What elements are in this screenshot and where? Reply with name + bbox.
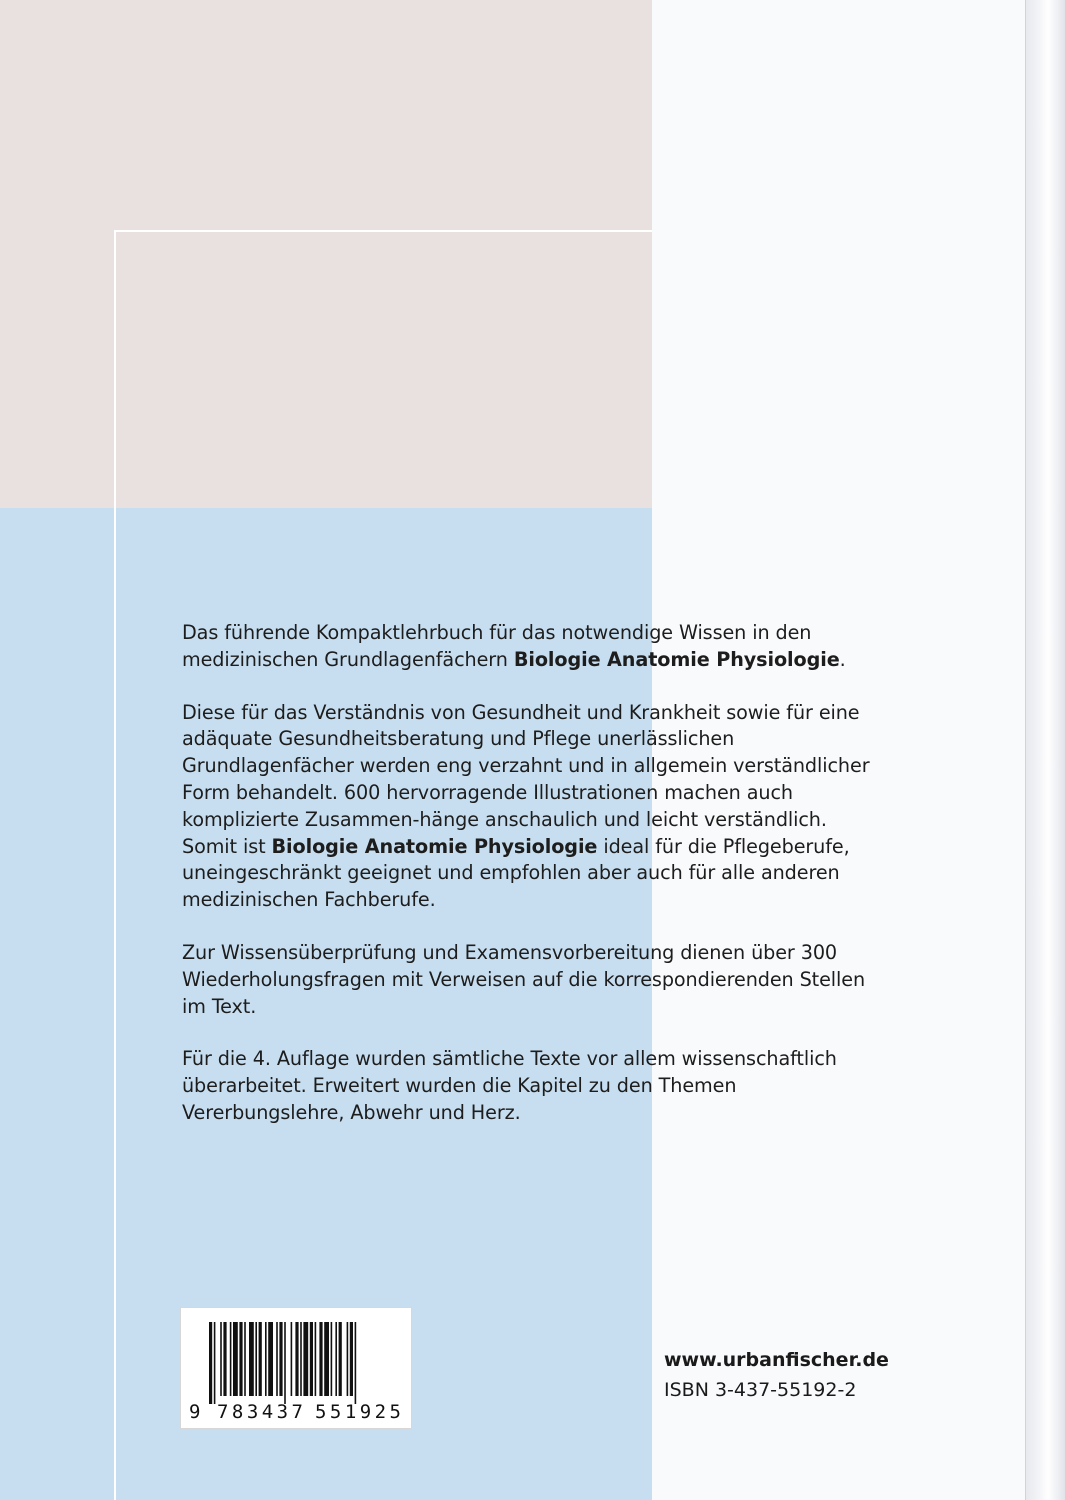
barcode-bar <box>233 1322 238 1396</box>
book-spine <box>1025 0 1065 1500</box>
barcode-bar <box>276 1322 278 1396</box>
barcode-bar <box>319 1322 322 1396</box>
barcode-bar <box>347 1322 349 1396</box>
publisher-website: www.urbanfischer.de <box>664 1349 889 1371</box>
barcode-bar <box>209 1322 212 1404</box>
barcode <box>180 1307 412 1429</box>
barcode-bar <box>268 1322 273 1396</box>
p2-book-title: Biologie Anatomie Physiologie <box>271 834 598 858</box>
blurb-paragraph-3: Zur Wissensüberprüfung und Examensvorbereitung dienen über 300 Wiederholungsfragen mit Verweisen auf die korrespondierenden Stellen im Text. <box>182 940 866 1018</box>
barcode-bar <box>315 1322 317 1396</box>
barcode-bar <box>230 1322 232 1396</box>
barcode-bar <box>331 1322 333 1396</box>
frame-line-left <box>114 230 116 1500</box>
barcode-bars <box>209 1322 356 1404</box>
barcode-bar <box>295 1322 298 1396</box>
cover-panel-pink <box>0 0 652 508</box>
barcode-bar <box>350 1322 353 1396</box>
barcode-bar <box>244 1322 246 1396</box>
blurb-paragraph-2 <box>182 700 882 914</box>
barcode-bar <box>310 1322 313 1396</box>
blurb-paragraph-4: Für die 4. Auflage wurden sämtliche Texte vor allem wissenschaftlich überarbeitet. Erweitert wurden die Kapitel zu den Themen Vererbungslehre, Abwehr und Herz. <box>182 1047 837 1124</box>
blurb-text <box>182 620 882 1153</box>
barcode-bar <box>255 1322 257 1396</box>
barcode-bar <box>339 1322 342 1396</box>
p2-text-a: Diese für das Verständnis von Gesundheit und Krankheit sowie für eine adäquate Gesundheitsberatung und Pflege unerlässlichen Grundlagenfächer werden eng verzahnt und in allgemein verständlicher Form behandelt. 600 hervorragende Illustrationen machen auch komplizierte Zusammen-hänge anschaulich und leicht verständlich. Somit ist <box>182 700 870 858</box>
barcode-bar <box>249 1322 254 1396</box>
barcode-bar <box>355 1322 357 1404</box>
blurb-paragraph-1 <box>182 620 882 674</box>
barcode-bar <box>214 1322 216 1404</box>
barcode-left-digits: 783437 <box>217 1401 303 1423</box>
barcode-bar <box>324 1322 329 1396</box>
barcode-first-digit: 9 <box>189 1401 201 1423</box>
barcode-bar <box>279 1322 282 1396</box>
barcode-bar <box>300 1322 302 1396</box>
frame-line-top <box>114 230 652 232</box>
barcode-bar <box>284 1322 286 1404</box>
barcode-bar <box>220 1322 222 1396</box>
barcode-bar <box>223 1322 226 1396</box>
barcode-bar <box>291 1322 293 1396</box>
barcode-bar <box>239 1322 242 1396</box>
barcode-bar <box>303 1322 308 1396</box>
barcode-bar <box>259 1322 262 1396</box>
barcode-bar <box>265 1322 267 1396</box>
barcode-graphic <box>181 1308 411 1428</box>
barcode-bar <box>335 1322 337 1396</box>
p1-text-a: Das führende Kompaktlehrbuch für das notwendige Wissen in den medizinischen Grundlagenfächern <box>182 621 812 671</box>
p1-book-title: Biologie Anatomie Physiologie <box>513 647 840 671</box>
p1-text-b: . <box>839 647 846 671</box>
isbn-number: ISBN 3-437-55192-2 <box>664 1379 857 1401</box>
p2-text-b: ideal für die Pflegeberufe, uneingeschränkt geeignet und empfohlen aber auch für alle anderen medizinischen Fachberufe. <box>182 834 850 912</box>
barcode-right-digits: 551925 <box>315 1401 401 1423</box>
